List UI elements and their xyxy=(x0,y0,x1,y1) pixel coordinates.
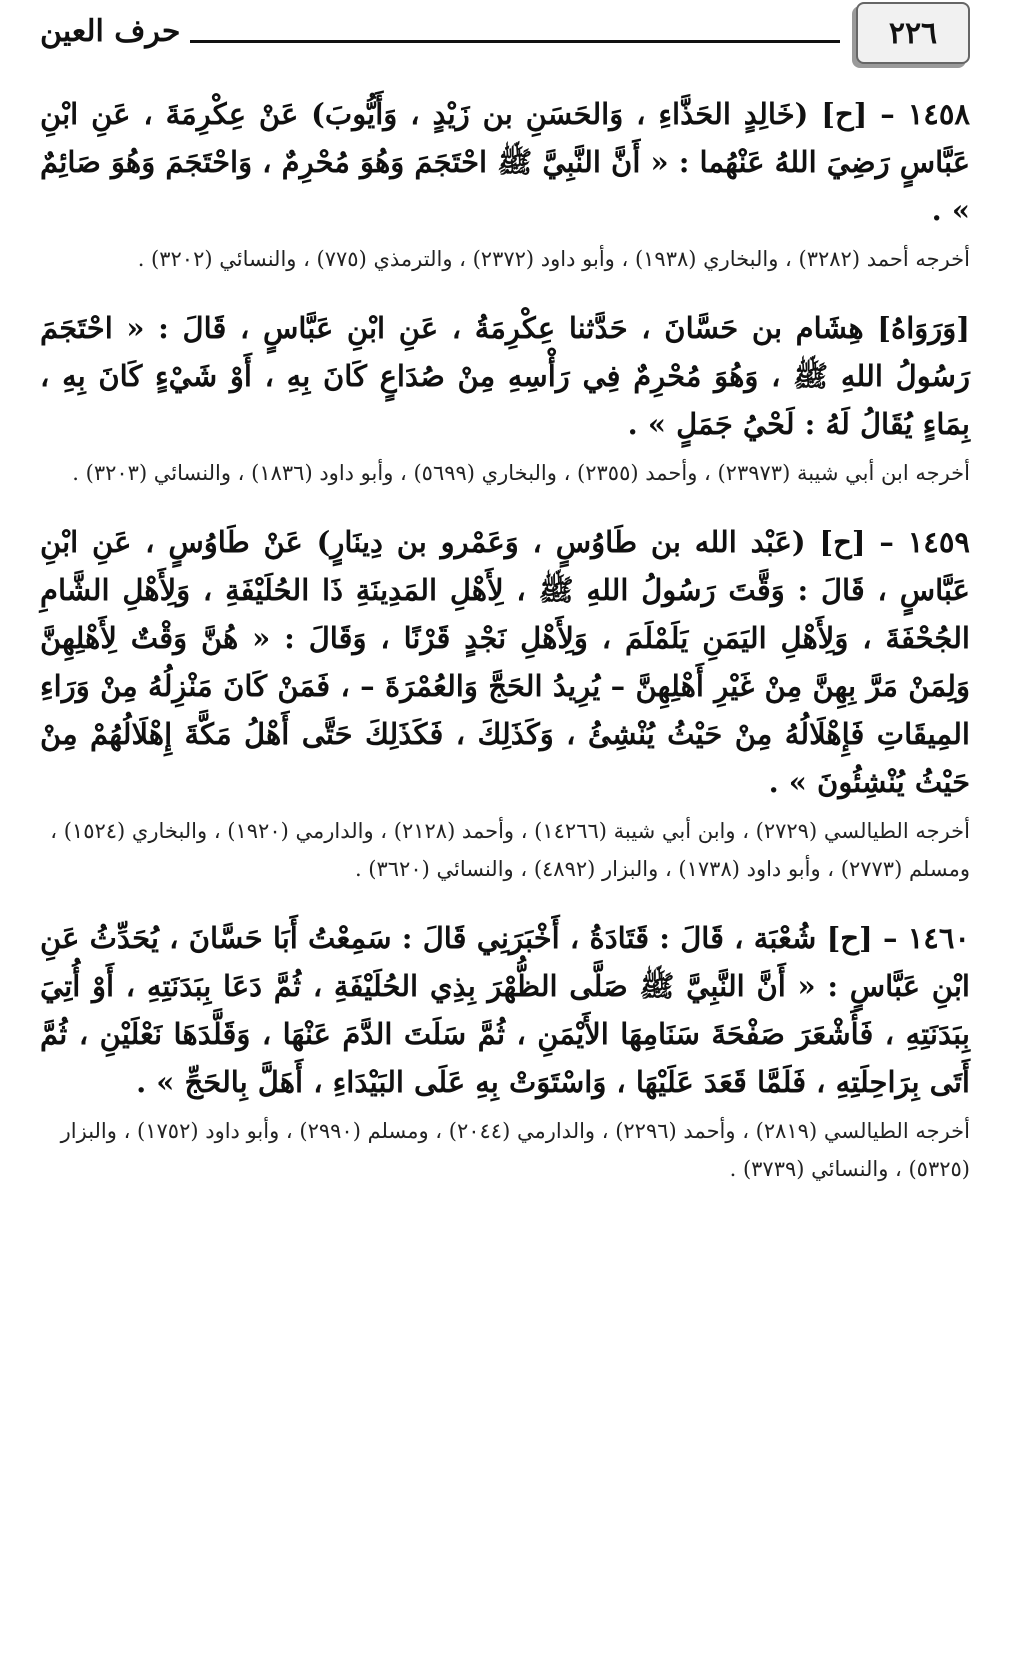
header-rule xyxy=(190,40,840,43)
hadith-1460: ١٤٦٠ – [ح] شُعْبَة ، قَالَ : قَتَادَةُ ، أَخْبَرَنِي قَالَ : سَمِعْتُ أَبَا حَسَّانَ ، يُحَدِّثُ عَنِ ابْنِ عَبَّاسٍ : « أَنَّ النَّبِيَّ ﷺ صَلَّى الظُّهْرَ بِذِي الحُلَيْفَةِ ، ثُمَّ دَعَا بِبَدَنَتِهِ ، أَوْ أُتِيَ بِبَدَنَتِهِ ، فَأَشْعَرَ صَفْحَةَ سَنَامِهَا الأَيْمَنِ ، ثُمَّ سَلَتَ الدَّمَ عَنْهَا ، وَقَلَّدَهَا نَعْلَيْنِ ، ثُمَّ أَتَى بِرَاحِلَتِهِ ، فَلَمَّا قَعَدَ عَلَيْهَا ، وَاسْتَوَتْ بِهِ عَلَى البَيْدَاءِ ، أَهَلَّ بِالحَجِّ » . xyxy=(40,921,970,1099)
chapter-title: حرف العين xyxy=(40,14,181,49)
hadith-1458: ١٤٥٨ – [ح] (خَالِدٍ الحَذَّاءِ ، وَالحَسَنِ بن زَيْدٍ ، وَأَيُّوبَ) عَنْ عِكْرِمَةَ ، عَنِ ابْنِ عَبَّاسٍ رَضِيَ اللهُ عَنْهُما : « أَنَّ النَّبِيَّ ﷺ احْتَجَمَ وَهُوَ مُحْرِمٌ ، وَاحْتَجَمَ وَهُوَ صَائِمٌ » . xyxy=(40,97,970,227)
hadith-1458-variant: [وَرَوَاهُ] هِشَام بن حَسَّانَ ، حَدَّثنا عِكْرِمَةُ ، عَنِ ابْنِ عَبَّاسٍ ، قَالَ : « احْتَجَمَ رَسُولُ اللهِ ﷺ ، وَهُوَ مُحْرِمٌ فِي رَأْسِهِ مِنْ صُدَاعٍ كَانَ بِهِ ، أَوْ شَيْءٍ كَانَ بِهِ ، بِمَاءٍ يُقَالُ لَهُ : لَحْيُ جَمَلٍ » . xyxy=(40,311,970,441)
page-header xyxy=(40,0,970,70)
takhrij-1460: أخرجه الطيالسي (٢٨١٩) ، وأحمد (٢٢٩٦) ، والدارمي (٢٠٤٤) ، ومسلم (٢٩٩٠) ، وأبو داود (١٧٥٢) ، والبزار (٥٣٢٥) ، والنسائي (٣٧٣٩) . xyxy=(60,1119,970,1181)
takhrij-1459: أخرجه الطيالسي (٢٧٢٩) ، وابن أبي شيبة (١٤٢٦٦) ، وأحمد (٢١٢٨) ، والدارمي (١٩٢٠) ، والبخاري (١٥٢٤) ، ومسلم (٢٧٧٣) ، وأبو داود (١٧٣٨) ، والبزار (٤٨٩٢) ، والنسائي (٣٦٢٠) . xyxy=(50,819,970,881)
page xyxy=(40,0,970,1181)
takhrij-1458-variant: أخرجه ابن أبي شيبة (٢٣٩٧٣) ، وأحمد (٢٣٥٥) ، والبخاري (٥٦٩٩) ، وأبو داود (١٨٣٦) ، والنسائي (٣٢٠٣) . xyxy=(72,461,970,485)
page-body xyxy=(40,90,970,1214)
hadith-1459: ١٤٥٩ – [ح] (عَبْد الله بن طَاوُسٍ ، وَعَمْرو بن دِينَارٍ) عَنْ طَاوُسٍ ، عَنِ ابْنِ عَبَّاسٍ ، قَالَ : وَقَّتَ رَسُولُ اللهِ ﷺ ، لِأَهْلِ المَدِينَةِ ذَا الحُلَيْفَةِ ، وَلِأَهْلِ الشَّامِ الجُحْفَةَ ، وَلِأَهْلِ اليَمَنِ يَلَمْلَمَ ، وَلِأَهْلِ نَجْدٍ قَرْنًا ، وَقَالَ : « هُنَّ وَقْتٌ لِأَهْلِهِنَّ وَلِمَنْ مَرَّ بِهِنَّ مِنْ غَيْرِ أَهْلِهِنَّ – يُرِيدُ الحَجَّ وَالعُمْرَةَ – ، فَمَنْ كَانَ مَنْزِلُهُ مِنْ وَرَاءِ المِيقَاتِ فَإِهْلَالُهُ مِنْ حَيْثُ يُنْشِئُ ، وَكَذَلِكَ ، فَكَذَلِكَ حَتَّى أَهْلُ مَكَّةَ إِهْلَالُهُمْ مِنْ حَيْثُ يُنْشِئُونَ » . xyxy=(40,525,970,799)
page-number: ٢٢٦ xyxy=(856,2,970,64)
takhrij-1458: أخرجه أحمد (٣٢٨٢) ، والبخاري (١٩٣٨) ، وأبو داود (٢٣٧٢) ، والترمذي (٧٧٥) ، والنسائي (٣٢٠٢) . xyxy=(137,247,970,271)
